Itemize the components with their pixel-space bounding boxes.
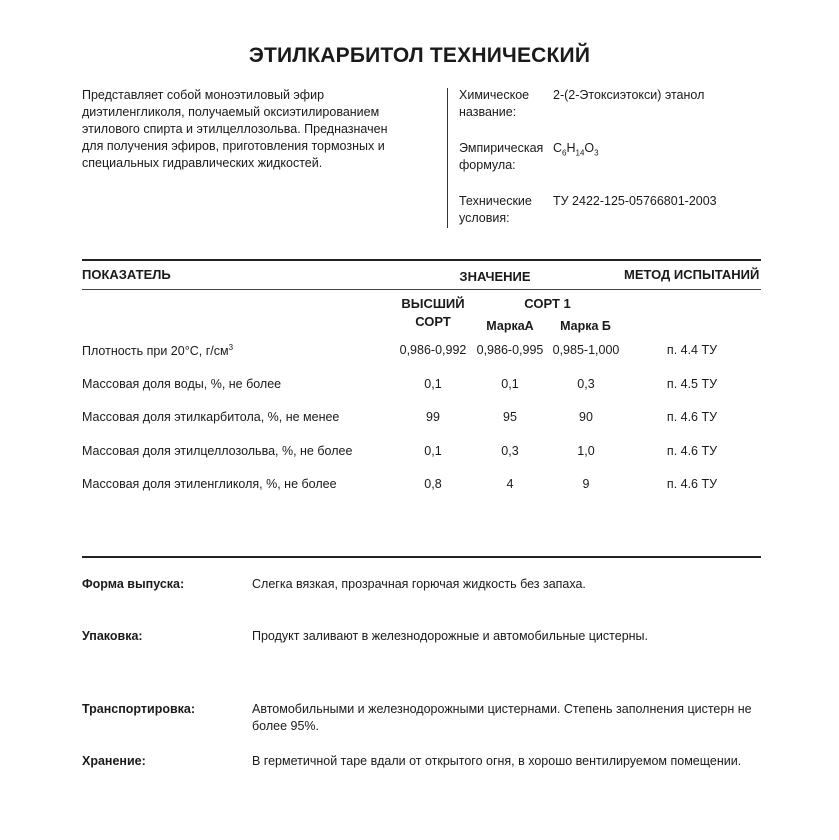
formula-value: $C_6H_{14}O_3$ bbox=[553, 141, 599, 158]
value-brand-a: 4 bbox=[506, 477, 514, 491]
tech-conditions-value: ТУ 2422-125-05766801-2003 bbox=[553, 194, 717, 208]
storage-label: Хранение: bbox=[82, 754, 146, 768]
value-brand-a: 95 bbox=[503, 410, 517, 424]
row-label: Массовая доля воды, %, не более bbox=[82, 377, 282, 391]
transport-label: Транспортировка: bbox=[82, 702, 196, 716]
value-brand-a: 0,1 bbox=[501, 377, 519, 391]
transport-value: Автомобильными и железнодорожными цистернами. Степень заполнения цистерн не более 95%. bbox=[252, 702, 752, 733]
header-rule bbox=[82, 289, 761, 290]
table-top-rule bbox=[82, 259, 761, 261]
header-grade1: СОРТ 1 bbox=[524, 296, 571, 311]
value-brand-a: 0,986-0,995 bbox=[476, 343, 544, 357]
value-top-grade: 0,1 bbox=[424, 377, 442, 391]
value-method: п. 4.6 ТУ bbox=[666, 444, 718, 458]
formula-label: Эмпирическая формула: bbox=[459, 141, 544, 172]
value-brand-b: 0,985-1,000 bbox=[552, 343, 620, 357]
header-top-grade-line2: СОРТ bbox=[415, 314, 451, 329]
value-brand-b: 9 bbox=[582, 477, 590, 491]
form-value: Слегка вязкая, прозрачная горючая жидкость без запаха. bbox=[252, 577, 586, 591]
header-indicator: ПОКАЗАТЕЛЬ bbox=[82, 267, 171, 282]
row-label: Плотность при 20°С, $г/см^3$ bbox=[82, 343, 234, 359]
value-top-grade: 0,1 bbox=[424, 444, 442, 458]
header-brand-a: МаркаА bbox=[486, 319, 534, 333]
packing-value: Продукт заливают в железнодорожные и автомобильные цистерны. bbox=[252, 629, 649, 643]
row-label: Массовая доля этиленгликоля, %, не более bbox=[82, 477, 337, 491]
header-value: ЗНАЧЕНИЕ bbox=[459, 269, 531, 284]
sections-top-rule bbox=[82, 556, 761, 558]
value-method: п. 4.6 ТУ bbox=[666, 410, 718, 424]
value-method: п. 4.6 ТУ bbox=[666, 477, 718, 491]
header-method: МЕТОД ИСПЫТАНИЙ bbox=[624, 267, 760, 282]
header-top-grade-line1: ВЫСШИЙ bbox=[401, 296, 465, 311]
product-description: Представляет собой моноэтиловый эфир диэтиленгликоля, получаемый оксиэтилированием этилового спирта и этилцеллозольва. Предназначен для получения эфиров, приготовления тормозных и специальных гидравлических жидкостей. bbox=[82, 88, 388, 170]
value-brand-b: 1,0 bbox=[577, 444, 595, 458]
value-top-grade: 99 bbox=[426, 410, 440, 424]
value-top-grade: 0,8 bbox=[424, 477, 442, 491]
storage-value: В герметичной таре вдали от открытого огня, в хорошо вентилируемом помещении. bbox=[252, 754, 742, 768]
value-brand-b: 90 bbox=[579, 410, 593, 424]
value-top-grade: 0,986-0,992 bbox=[399, 343, 467, 357]
document-title: ЭТИЛКАРБИТОЛ ТЕХНИЧЕСКИЙ bbox=[248, 44, 591, 67]
value-brand-b: 0,3 bbox=[577, 377, 595, 391]
tech-conditions-label: Технические условия: bbox=[459, 194, 532, 225]
packing-label: Упаковка: bbox=[82, 629, 143, 643]
form-label: Форма выпуска: bbox=[82, 577, 185, 591]
info-divider bbox=[447, 88, 448, 228]
header-brand-b: Марка Б bbox=[560, 319, 611, 333]
value-method: п. 4.5 ТУ bbox=[666, 377, 718, 391]
row-label: Массовая доля этилкарбитола, %, не менее bbox=[82, 410, 340, 424]
chem-name-label: Химическое название: bbox=[459, 88, 530, 119]
value-brand-a: 0,3 bbox=[501, 444, 519, 458]
value-method: п. 4.4 ТУ bbox=[666, 343, 718, 357]
row-label: Массовая доля этилцеллозольва, %, не более bbox=[82, 444, 353, 458]
chem-name-value: 2-(2-Этоксиэтокси) этанол bbox=[553, 88, 705, 102]
